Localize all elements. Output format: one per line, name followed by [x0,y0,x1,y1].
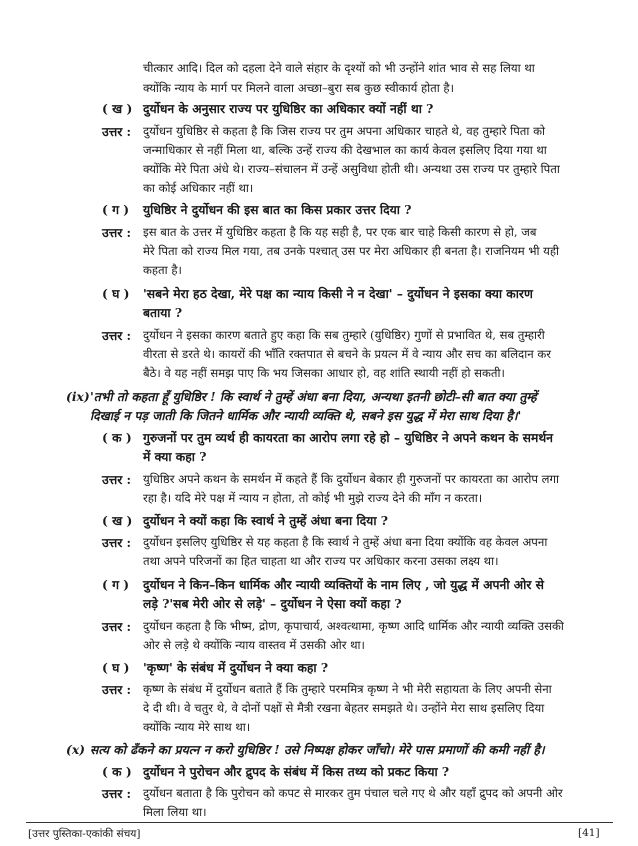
question-label: ( ग ) [102,577,130,592]
answer-line: दुर्योधन बताता है कि पुरोचन को कपट से मारकर तुम पंचाल चले गए थे और यहाँ द्रुपद को अपनी ओर [143,786,563,800]
answer-label: उत्तर : [102,225,132,240]
answer-label: उत्तर : [102,124,132,139]
question-text: 'कृष्ण' के संबंध में दुर्योधन ने क्या कहा ? [143,660,329,675]
answer-label: उत्तर : [102,535,132,550]
answer-line: दुर्योधन कहता है कि भीष्म, द्रोण, कृपाचार्य, अश्वत्थामा, कृष्ण आदि धार्मिक और न्यायी व्यक्ति उसकी [143,619,564,633]
answer-line: ओर से लड़े थे क्योंकि न्याय वास्तव में उसकी ओर था। [143,638,365,652]
answer-line: का कोई अधिकार नहीं था। [143,181,254,195]
question-text: गुरुजनों पर तुम व्यर्थ ही कायरता का आरोप लगा रहे हो – युधिष्ठिर ने अपने कथन के समर्थन [143,430,554,445]
question-label: ( घ ) [102,660,130,675]
passage-number: (ix) [66,389,90,404]
question-text: बताया ? [143,305,183,320]
passage-number: (x) [66,742,85,757]
answer-line: जन्माधिकार से नहीं मिला था, बल्कि उन्हें राज्य की देखभाल का कार्य केवल इसलिए दिया गया था [143,143,547,157]
question-text: दुर्योधन के अनुसार राज्य पर युधिष्ठिर का अधिकार क्यों नहीं था ? [143,101,434,116]
answer-label: उत्तर : [102,786,132,801]
answer-line: दे दी थी। वे चतुर थे, वे दोनों पक्षों से मैत्री रखना बेहतर समझते थे। उन्होंने मेरा साथ इसलिए दिया [143,701,545,715]
question-label: ( ग ) [102,202,130,217]
answer-line: मिला लिया था। [143,805,207,819]
question-text: दुर्योधन ने किन–किन धार्मिक और न्यायी व्यक्तियों के नाम लिए , जो युद्ध में अपनी ओर से [143,577,544,592]
question-text: युधिष्ठिर ने दुर्योधन की इस बात का किस प्रकार उत्तर दिया ? [143,202,412,217]
answer-line: मेरे पिता को राज्य मिल गया, तब उनके पश्चात् उस पर मेरा अधिकार ही बनता है। राजनियम भी यही [143,244,560,258]
answer-label: उत्तर : [102,328,132,343]
answer-line: बैठे। वे यह नहीं समझ पाए कि भय जिसका आधार हो, वह शांति स्थायी नहीं हो सकती। [143,366,505,380]
answer-label: उत्तर : [102,619,132,634]
footer-book-title: [उत्तर पुस्तिका-एकांकी संचय] [28,828,141,840]
answer-line: क्योंकि न्याय मेरे साथ था। [143,720,251,734]
answer-line: दुर्योधन ने इसका कारण बताते हुए कहा कि सब तुम्हारे (युधिष्ठिर) गुणों से प्रभावित थे, सब तुम्हारी [143,328,545,342]
answer-line: युधिष्ठिर अपने कथन के समर्थन में कहते हैं कि दुर्योधन बेकार ही गुरुजनों पर कायरता का आरोप लगा [143,472,560,486]
answer-line: दुर्योधन इसलिए युधिष्ठिर से यह कहता है कि स्वार्थ ने तुम्हें अंधा बना दिया क्योंकि वह केवल अपना [143,535,548,549]
page-number: [41] [578,827,600,839]
question-label: ( ख ) [102,513,133,528]
answer-line: वीरता से डरते थे। कायरों की भाँति रक्तपात से बचने के प्रयत्न में वे न्याय और सच का बलिदान कर [143,347,551,361]
question-label: ( क ) [102,430,132,445]
answer-line: इस बात के उत्तर में युधिष्ठिर कहता है कि यह सही है, पर एक बार चाहे किसी कारण से हो, जब [143,225,537,239]
question-text: में क्या कहा ? [143,449,207,464]
answer-line: क्योंकि मेरे पिता अंधे थे। राज्य–संचालन में उन्हें असुविधा होती थी। अन्यथा उस राज्य पर तुम्हारे पिता [143,162,560,176]
answer-line: रहा है। यदि मेरे पक्ष में न्याय न होता, तो कोई भी मुझे राज्य देने की माँग न करता। [143,491,483,505]
question-text: दुर्योधन ने पुरोचन और द्रुपद के संबंध में किस तथ्य को प्रकट किया ? [143,764,450,779]
answer-line: कृष्ण के संबंध में दुर्योधन बताते हैं कि तुम्हारे परममित्र कृष्ण ने भी मेरी सहायता के लिए अपनी सेना [143,682,552,696]
answer-label: उत्तर : [102,472,132,487]
answer-line: दुर्योधन युधिष्ठिर से कहता है कि जिस राज्य पर तुम अपना अधिकार चाहते थे, वह तुम्हारे पिता को [143,124,545,138]
question-label: ( क ) [102,764,132,779]
passage-quote: दिखाई न पड़ जाती कि जितने धार्मिक और न्यायी व्यक्ति थे, सबने इस युद्ध में मेरा साथ दिया है।' [90,408,522,423]
question-text: दुर्योधन ने क्यों कहा कि स्वार्थ ने तुम्हें अंधा बना दिया ? [143,513,388,528]
question-text: 'सबने मेरा हठ देखा, मेरे पक्ष का न्याय किसी ने न देखा' – दुर्योधन ने इसका क्या कारण [143,286,533,301]
answer-line: तथा अपने परिजनों का हित चाहता था और राज्य पर अधिकार करना उसका लक्ष्य था। [143,554,499,568]
question-label: ( घ ) [102,286,130,301]
intro-line: क्योंकि न्याय के मार्ग पर मिलने वाला अच्छा–बुरा सब कुछ स्वीकार्य होता है। [143,81,454,95]
footer-rule [26,822,613,823]
answer-line: कहता है। [143,263,182,277]
passage-quote: सत्य को ढँकने का प्रयत्न न करो युधिष्ठिर ! उसे निष्पक्ष होकर जाँचो। मेरे पास प्रमाणों की कमी नहीं है। [90,742,545,757]
answer-label: उत्तर : [102,682,132,697]
intro-line: चीत्कार आदि। दिल को दहला देने वाले संहार के दृश्यों को भी उन्होंने शांत भाव से सह लिया था [143,61,535,75]
question-label: ( ख ) [102,101,133,116]
question-text: लड़े ?'सब मेरी ओर से लड़े' – दुर्योधन ने ऐसा क्यों कहा ? [143,596,402,611]
passage-quote: 'तभी तो कहता हूँ युधिष्ठिर ! कि स्वार्थ ने तुम्हें अंधा बना दिया, अन्यथा इतनी छोटी–सी बात क्या तुम्हें [90,389,537,404]
